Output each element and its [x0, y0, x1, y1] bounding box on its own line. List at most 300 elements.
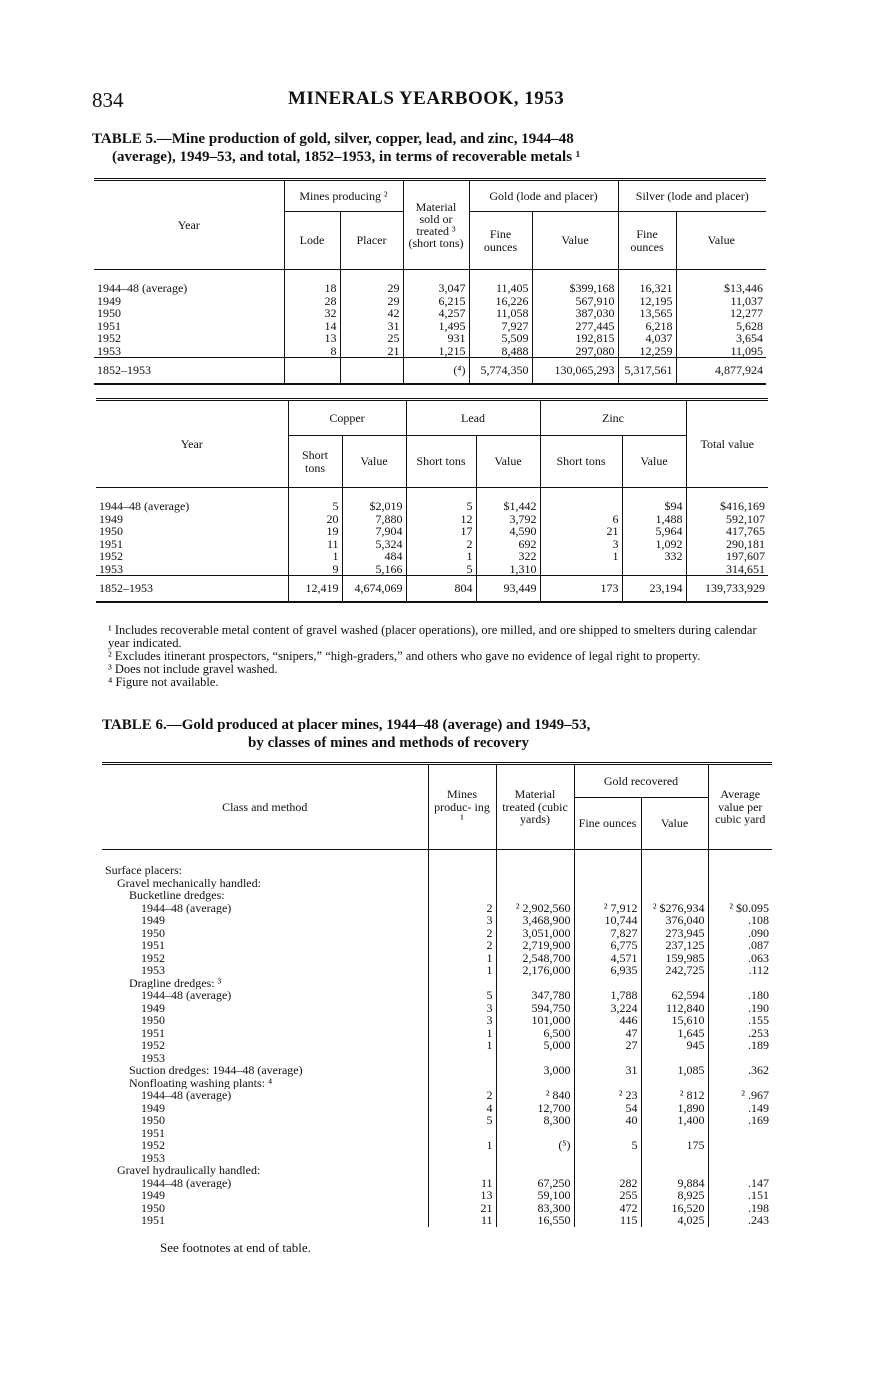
table-cell: [428, 877, 496, 890]
table-row: [102, 1039, 772, 1052]
table-cell: ² 840: [496, 1089, 574, 1102]
table-row: [102, 1164, 772, 1177]
table-cell: 4,571: [574, 952, 641, 965]
table-cell: 29: [340, 282, 403, 295]
table-row: [94, 332, 766, 345]
table-row: [102, 1077, 772, 1090]
total-row: [94, 358, 766, 384]
table-row: [102, 1064, 772, 1077]
table-cell: .112: [708, 964, 772, 977]
table5-part1-body: [94, 270, 766, 384]
row-label: Suction dredges: 1944–48 (average): [129, 1064, 303, 1077]
table-cell: $399,168: [532, 282, 618, 295]
table-cell: 2: [428, 939, 496, 952]
table-cell: 1: [428, 1039, 496, 1052]
col-silver-value: Value: [676, 212, 766, 270]
table-cell: 25: [340, 332, 403, 345]
table-cell: 27: [574, 1039, 641, 1052]
table-cell: 6,500: [496, 1027, 574, 1040]
total-cell: [284, 358, 340, 384]
table-row: [94, 282, 766, 295]
table-cell: 59,100: [496, 1189, 574, 1202]
table-cell: 5: [574, 1139, 641, 1152]
table-cell: 5,000: [496, 1039, 574, 1052]
table-cell: 2,719,900: [496, 939, 574, 952]
table6-body: [102, 850, 772, 1227]
table-cell: .063: [708, 952, 772, 965]
table-cell: 7,880: [342, 513, 406, 526]
table-cell: 31: [340, 320, 403, 333]
row-label: 1950: [141, 1201, 165, 1214]
table-cell: 159,985: [641, 952, 708, 965]
table-cell: 255: [574, 1189, 641, 1202]
spacer-cell: [428, 850, 496, 865]
table-cell: 2: [428, 927, 496, 940]
table-row: [102, 889, 772, 902]
table-cell: ² 2,902,560: [496, 902, 574, 915]
table-cell: 472: [574, 1202, 641, 1215]
table-cell: 14: [284, 320, 340, 333]
table-cell: [428, 864, 496, 877]
row-label: 1950: [141, 926, 165, 939]
row-label: Dragline dredges: ³: [129, 976, 222, 989]
row-label: 1951: [141, 1126, 165, 1139]
table-row: [102, 1189, 772, 1202]
table-cell: 11,037: [676, 295, 766, 308]
table-cell: 175: [641, 1139, 708, 1152]
total-cell: (⁴): [403, 358, 469, 384]
table-cell: ² $0.095: [708, 902, 772, 915]
table-cell: ² 812: [641, 1089, 708, 1102]
table-row: [102, 939, 772, 952]
table-row: [102, 1102, 772, 1115]
table-cell: [428, 1127, 496, 1140]
table-cell: $1,442: [476, 500, 540, 513]
total-label: 1852–1953: [94, 358, 284, 384]
table-cell: 5,509: [469, 332, 532, 345]
table5-part1: [94, 178, 766, 385]
row-label: 1949: [141, 1189, 165, 1202]
col-placer: Placer: [340, 212, 403, 270]
total-row: [96, 576, 768, 602]
total-cell: 804: [406, 576, 476, 602]
row-label: 1950: [141, 1014, 165, 1027]
table-cell: [496, 1152, 574, 1165]
table-cell: 8,300: [496, 1114, 574, 1127]
table-cell: 11: [428, 1177, 496, 1190]
table-cell: ² .967: [708, 1089, 772, 1102]
row-label: Surface placers:: [105, 864, 182, 877]
total-cell: 93,449: [476, 576, 540, 602]
table-cell: 11: [288, 538, 342, 551]
table-cell: [496, 864, 574, 877]
table-cell: 332: [622, 550, 686, 563]
table-cell: 3,051,000: [496, 927, 574, 940]
table5-caption: [92, 130, 772, 166]
table-cell: 19: [288, 525, 342, 538]
table-cell: 1,400: [641, 1114, 708, 1127]
table-cell: 297,080: [532, 345, 618, 358]
table5-part2-body: [96, 488, 768, 602]
table-cell: .090: [708, 927, 772, 940]
row-label: Gravel hydraulically handled:: [117, 1164, 261, 1177]
row-label: 1949: [141, 1001, 165, 1014]
footnote-1: ¹ Includes recoverable metal content of gravel washed (placer operations), ore milled, and ore shipped to smelters during calendar year indicated.: [108, 623, 757, 650]
row-label: 1951: [141, 1214, 165, 1227]
running-title: MINERALS YEARBOOK, 1953: [288, 88, 565, 109]
table-cell: 12: [406, 513, 476, 526]
table-cell: 11,095: [676, 345, 766, 358]
table-cell: 1: [428, 1139, 496, 1152]
table-cell: 3: [428, 1002, 496, 1015]
table-cell: [428, 1164, 496, 1177]
table-cell: .169: [708, 1114, 772, 1127]
table-cell: 3,000: [496, 1064, 574, 1077]
table-cell: 17: [406, 525, 476, 538]
col-year: Year: [96, 400, 288, 488]
table-cell: 322: [476, 550, 540, 563]
table-cell: [641, 864, 708, 877]
row-label: 1952: [97, 332, 121, 345]
table-cell: .362: [708, 1064, 772, 1077]
table-cell: 11: [428, 1214, 496, 1227]
table-cell: 1,890: [641, 1102, 708, 1115]
table-cell: 277,445: [532, 320, 618, 333]
table-cell: 21: [428, 1202, 496, 1215]
table5-caption-line1: TABLE 5.—Mine production of gold, silver, copper, lead, and zinc, 1944–48: [92, 131, 574, 147]
table-cell: 1,645: [641, 1027, 708, 1040]
table-cell: 16,321: [618, 282, 676, 295]
table6-caption-line2: by classes of mines and methods of recovery: [248, 735, 529, 751]
table-cell: 9,884: [641, 1177, 708, 1190]
table-cell: 6,215: [403, 295, 469, 308]
table-cell: 387,030: [532, 307, 618, 320]
table6-caption-line1: TABLE 6.—Gold produced at placer mines, 1944–48 (average) and 1949–53,: [102, 717, 591, 733]
table-cell: $416,169: [686, 500, 768, 513]
table-cell: 314,651: [686, 563, 768, 576]
table-cell: 347,780: [496, 989, 574, 1002]
table5-footnotes: [100, 624, 780, 689]
table-cell: ² $276,934: [641, 902, 708, 915]
table-cell: 8: [284, 345, 340, 358]
table-cell: [574, 1152, 641, 1165]
col-fine-ounces: Fine ounces: [574, 798, 641, 850]
row-label: 1952: [141, 1039, 165, 1052]
table-cell: .147: [708, 1177, 772, 1190]
table-row: [102, 1202, 772, 1215]
table-row: [94, 307, 766, 320]
table-cell: 931: [403, 332, 469, 345]
table-cell: 15,610: [641, 1014, 708, 1027]
table-cell: 594,750: [496, 1002, 574, 1015]
table-cell: [428, 1152, 496, 1165]
total-cell: 139,733,929: [686, 576, 768, 602]
total-cell: 4,674,069: [342, 576, 406, 602]
table-cell: .087: [708, 939, 772, 952]
table-cell: [428, 1077, 496, 1090]
table-cell: 2: [428, 1089, 496, 1102]
row-label: 1951: [99, 537, 123, 550]
table-cell: 3,792: [476, 513, 540, 526]
table-cell: [496, 889, 574, 902]
table-cell: 1,488: [622, 513, 686, 526]
table-cell: 5,324: [342, 538, 406, 551]
table-cell: 8,925: [641, 1189, 708, 1202]
table-cell: [540, 500, 622, 513]
col-value: Value: [641, 798, 708, 850]
table-cell: 40: [574, 1114, 641, 1127]
spacer-cell: [102, 850, 428, 865]
table-cell: .155: [708, 1014, 772, 1027]
table-cell: 4: [428, 1102, 496, 1115]
col-copper-short-tons: Short tons: [288, 436, 342, 488]
table-cell: .190: [708, 1002, 772, 1015]
col-mines-producing: Mines producing ²: [284, 180, 403, 212]
table-cell: 1,310: [476, 563, 540, 576]
table-cell: 5,628: [676, 320, 766, 333]
table-cell: 592,107: [686, 513, 768, 526]
col-zinc: Zinc: [540, 400, 686, 436]
row-label: 1952: [99, 550, 123, 563]
table-cell: 3: [428, 1014, 496, 1027]
table-cell: ² 7,912: [574, 902, 641, 915]
table-cell: 237,125: [641, 939, 708, 952]
table-cell: 16,550: [496, 1214, 574, 1227]
table-cell: .108: [708, 914, 772, 927]
table-cell: 945: [641, 1039, 708, 1052]
table-cell: 67,250: [496, 1177, 574, 1190]
table-cell: 446: [574, 1014, 641, 1027]
row-label: 1944–48 (average): [141, 901, 232, 914]
table-cell: [496, 877, 574, 890]
col-gold-value: Value: [532, 212, 618, 270]
col-mines-producing: Mines produc- ing ¹: [428, 764, 496, 850]
row-label: 1952: [141, 951, 165, 964]
table-row: [102, 1139, 772, 1152]
table-cell: 31: [574, 1064, 641, 1077]
table-cell: 28: [284, 295, 340, 308]
table-cell: 9: [288, 563, 342, 576]
table-row: [102, 1014, 772, 1027]
col-gold-recovered: Gold recovered: [574, 764, 708, 798]
table-cell: 484: [342, 550, 406, 563]
col-zinc-value: Value: [622, 436, 686, 488]
table-cell: 7,827: [574, 927, 641, 940]
table-cell: 112,840: [641, 1002, 708, 1015]
table-cell: 5: [428, 1114, 496, 1127]
row-label: 1950: [141, 1114, 165, 1127]
table-cell: ² 23: [574, 1089, 641, 1102]
table-row: [102, 864, 772, 877]
total-cell: 173: [540, 576, 622, 602]
table-cell: (⁵): [496, 1139, 574, 1152]
table-cell: 29: [340, 295, 403, 308]
table-cell: 2: [406, 538, 476, 551]
table-cell: 7,927: [469, 320, 532, 333]
total-cell: 4,877,924: [676, 358, 766, 384]
table-cell: 6,775: [574, 939, 641, 952]
table-cell: [574, 1164, 641, 1177]
table-cell: 20: [288, 513, 342, 526]
spacer-cell: [496, 850, 574, 865]
table-cell: 21: [540, 525, 622, 538]
table-cell: [574, 864, 641, 877]
table-cell: 101,000: [496, 1014, 574, 1027]
col-lead-short-tons: Short tons: [406, 436, 476, 488]
table-cell: 4,037: [618, 332, 676, 345]
table-cell: [574, 889, 641, 902]
table-cell: 242,725: [641, 964, 708, 977]
table-cell: 1: [428, 964, 496, 977]
row-label: 1949: [97, 294, 121, 307]
col-zinc-short-tons: Short tons: [540, 436, 622, 488]
table-cell: 1: [288, 550, 342, 563]
row-label: 1944–48 (average): [99, 500, 190, 513]
table-cell: 282: [574, 1177, 641, 1190]
row-label: Gravel mechanically handled:: [117, 876, 261, 889]
row-label: 1944–48 (average): [97, 282, 188, 295]
table-cell: .243: [708, 1214, 772, 1227]
table-cell: 1,092: [622, 538, 686, 551]
table-cell: 11,058: [469, 307, 532, 320]
table-cell: 3,468,900: [496, 914, 574, 927]
table-cell: 2,548,700: [496, 952, 574, 965]
row-label: 1953: [141, 1051, 165, 1064]
table-cell: 290,181: [686, 538, 768, 551]
see-footnotes-note: See footnotes at end of table.: [160, 1240, 311, 1255]
table-cell: [428, 1064, 496, 1077]
table-row: [102, 1089, 772, 1102]
spacer-row: [102, 850, 772, 865]
col-total-value: Total value: [686, 400, 768, 488]
table-cell: .198: [708, 1202, 772, 1215]
table-row: [102, 1177, 772, 1190]
footnote-4: ⁴ Figure not available.: [108, 675, 219, 689]
table-cell: 12,277: [676, 307, 766, 320]
table-cell: 3,047: [403, 282, 469, 295]
table-cell: 4,257: [403, 307, 469, 320]
table-cell: [641, 889, 708, 902]
table-row: [102, 1152, 772, 1165]
row-label: 1953: [141, 1151, 165, 1164]
table-row: [102, 1127, 772, 1140]
table-cell: [496, 1164, 574, 1177]
table-cell: 11,405: [469, 282, 532, 295]
table-row: [96, 563, 768, 576]
col-lead: Lead: [406, 400, 540, 436]
table-cell: 12,259: [618, 345, 676, 358]
total-cell: 12,419: [288, 576, 342, 602]
table-cell: [574, 877, 641, 890]
table-cell: 8,488: [469, 345, 532, 358]
table5-caption-line2: (average), 1949–53, and total, 1852–1953, in terms of recoverable metals ¹: [112, 149, 581, 165]
table-cell: 2,176,000: [496, 964, 574, 977]
row-label: 1950: [99, 525, 123, 538]
col-gold-fine-ounces: Fine ounces: [469, 212, 532, 270]
table-cell: [708, 1152, 772, 1165]
row-label: 1951: [97, 319, 121, 332]
table-cell: 3,654: [676, 332, 766, 345]
page-number: 834: [92, 88, 124, 112]
table-cell: [708, 1127, 772, 1140]
table-cell: 692: [476, 538, 540, 551]
total-cell: 5,317,561: [618, 358, 676, 384]
table-cell: [708, 877, 772, 890]
col-lead-value: Value: [476, 436, 540, 488]
table-cell: 3: [428, 914, 496, 927]
col-material-treated: Material treated (cubic yards): [496, 764, 574, 850]
table-cell: 197,607: [686, 550, 768, 563]
table-row: [102, 914, 772, 927]
table-cell: 13,565: [618, 307, 676, 320]
table-cell: 47: [574, 1027, 641, 1040]
footnote-2: ² Excludes itinerant prospectors, “snipers,” “high-graders,” and others who gave no evidence of legal right to property.: [108, 649, 701, 663]
table-cell: 5: [406, 563, 476, 576]
spacer-cell: [406, 488, 476, 501]
col-class-method: Class and method: [102, 764, 428, 850]
table-cell: .149: [708, 1102, 772, 1115]
table-cell: [708, 1164, 772, 1177]
table-cell: [428, 889, 496, 902]
table-row: [96, 550, 768, 563]
table-cell: [428, 1052, 496, 1065]
table-cell: .189: [708, 1039, 772, 1052]
table-row: [94, 345, 766, 358]
col-silver-fine-ounces: Fine ounces: [618, 212, 676, 270]
row-label: Bucketline dredges:: [129, 889, 225, 902]
row-label: 1949: [141, 1101, 165, 1114]
table-cell: 12,195: [618, 295, 676, 308]
total-cell: 130,065,293: [532, 358, 618, 384]
table-row: [102, 1027, 772, 1040]
row-label: 1953: [141, 964, 165, 977]
col-gold: Gold (lode and placer): [469, 180, 618, 212]
table-cell: 18: [284, 282, 340, 295]
table-cell: 6,935: [574, 964, 641, 977]
table-cell: 32: [284, 307, 340, 320]
table-row: [96, 500, 768, 513]
table-cell: [708, 1139, 772, 1152]
table-cell: 192,815: [532, 332, 618, 345]
col-year: Year: [94, 180, 284, 270]
table-cell: [428, 977, 496, 990]
col-material: Material sold or treated ³ (short tons): [403, 180, 469, 270]
table-cell: 42: [340, 307, 403, 320]
col-average-value: Average value per cubic yard: [708, 764, 772, 850]
table-cell: 13: [284, 332, 340, 345]
row-label: 1944–48 (average): [141, 989, 232, 1002]
table-cell: 1: [406, 550, 476, 563]
row-label: 1944–48 (average): [141, 1089, 232, 1102]
table-cell: [574, 1127, 641, 1140]
spacer-cell: [708, 850, 772, 865]
table-cell: 6: [540, 513, 622, 526]
table6-caption: [102, 716, 782, 752]
table-cell: 4,590: [476, 525, 540, 538]
table-cell: 1: [428, 952, 496, 965]
table-cell: .253: [708, 1027, 772, 1040]
table-cell: 4,025: [641, 1214, 708, 1227]
table-cell: 3,224: [574, 1002, 641, 1015]
table-cell: 376,040: [641, 914, 708, 927]
table-cell: $13,446: [676, 282, 766, 295]
table-cell: 1,495: [403, 320, 469, 333]
table-cell: 5,166: [342, 563, 406, 576]
spacer-cell: [574, 850, 641, 865]
spacer-cell: [94, 270, 284, 283]
table-cell: 5: [288, 500, 342, 513]
spacer-cell: [96, 488, 288, 501]
